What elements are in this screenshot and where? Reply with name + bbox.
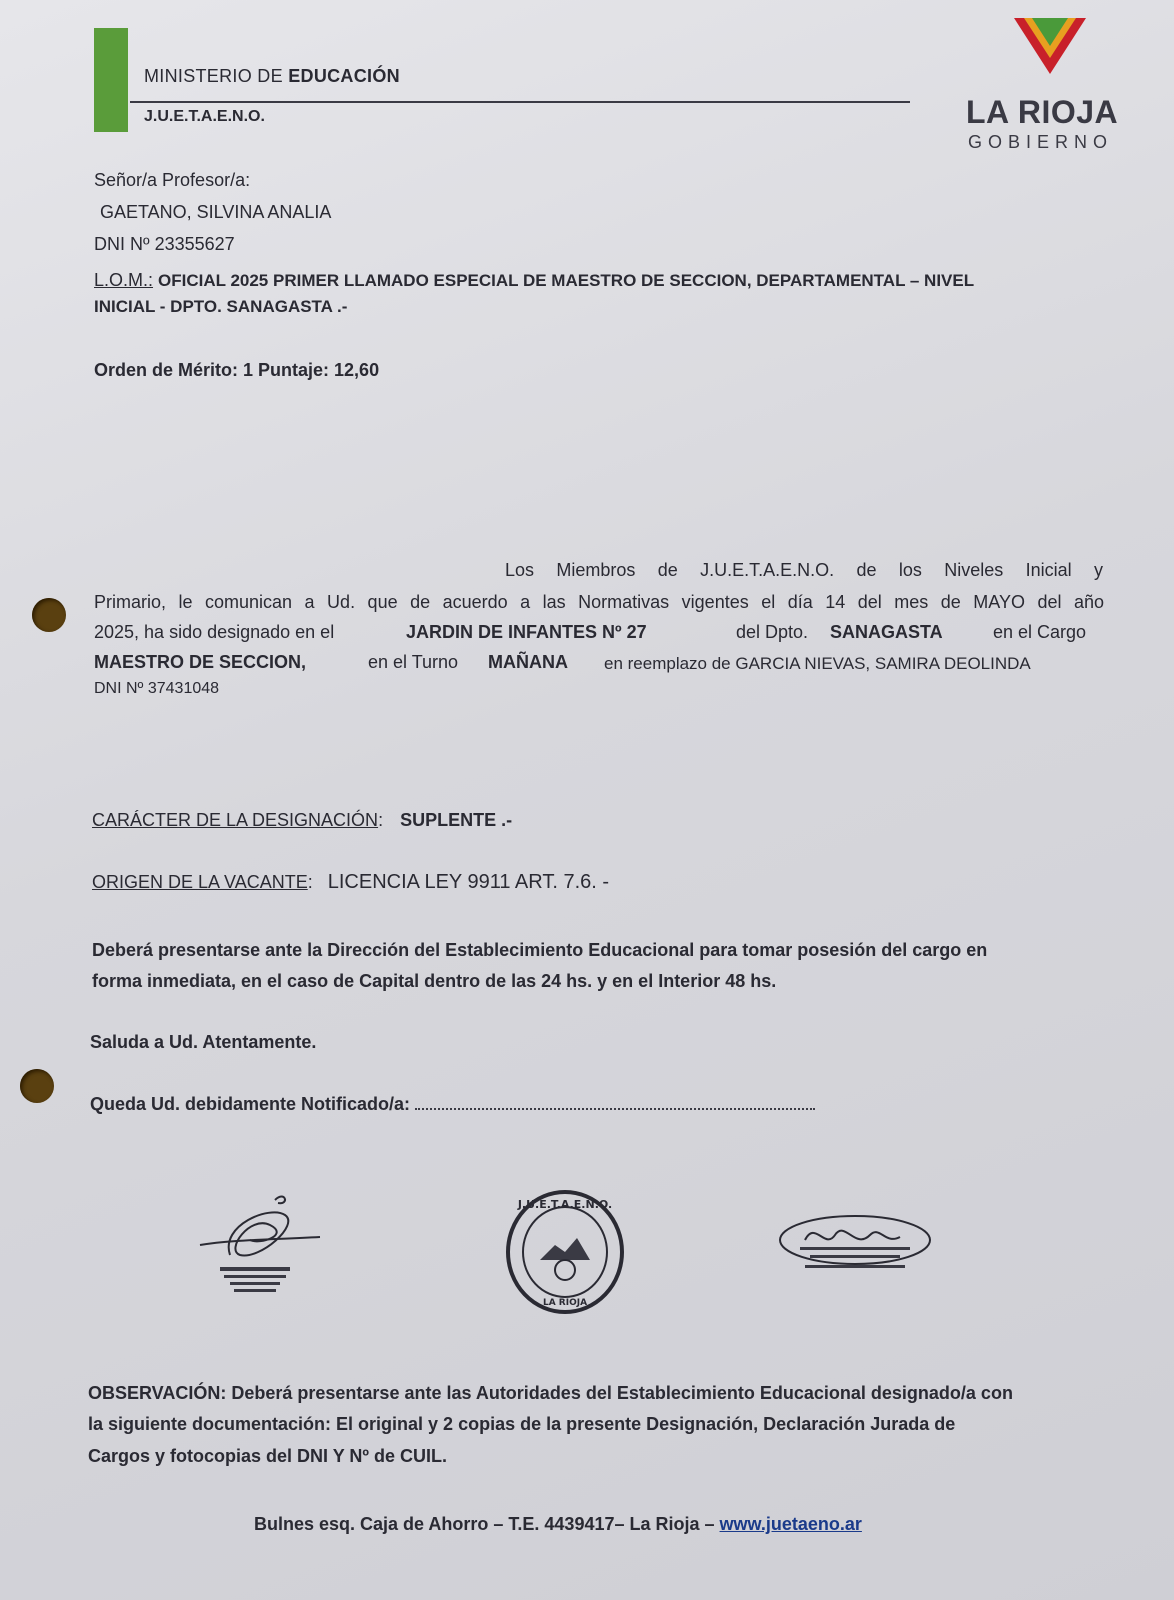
lom-line-1 bbox=[94, 270, 974, 291]
ministry-title bbox=[144, 66, 400, 87]
svg-text:LA RIOJA: LA RIOJA bbox=[542, 1298, 588, 1308]
origin-label: ORIGEN DE LA VACANTE bbox=[92, 872, 308, 892]
observation-text-1: Deberá presentarse ante las Autoridades del Establecimiento Educacional designado/a con bbox=[226, 1383, 1013, 1403]
body-line-3 bbox=[94, 622, 334, 643]
recipient-dni: DNI Nº 23355627 bbox=[94, 234, 235, 254]
ministry-prefix: MINISTERIO DE bbox=[144, 66, 289, 86]
lom-label: L.O.M.: bbox=[94, 270, 154, 290]
present-line-2: forma inmediata, en el caso de Capital dentro de las 24 hs. y en el Interior 48 hs. bbox=[92, 971, 777, 991]
body-line-4-b: en el Turno bbox=[368, 652, 459, 672]
logo-title: LA RIOJA bbox=[966, 94, 1119, 130]
present-line-1: Deberá presentarse ante la Dirección del Establecimiento Educacional para tomar posesión del cargo en bbox=[92, 940, 988, 960]
ministry-bold: EDUCACIÓN bbox=[288, 66, 400, 86]
designation-character: CARÁCTER DE LA DESIGNACIÓN: SUPLENTE .- bbox=[92, 810, 513, 830]
position-name: MAESTRO DE SECCION, bbox=[94, 652, 307, 672]
lom-line-2: INICIAL - DPTO. SANAGASTA .- bbox=[94, 297, 348, 316]
recipient-name: GAETANO, SILVINA ANALIA bbox=[100, 202, 332, 222]
salutation: Señor/a Profesor/a: bbox=[94, 170, 251, 190]
footer bbox=[254, 1514, 862, 1535]
svg-text:J.U.E.T.A.E.N.O.: J.U.E.T.A.E.N.O. bbox=[517, 1198, 613, 1211]
notified-label: Queda Ud. debidamente Notificado/a: bbox=[90, 1094, 411, 1114]
logo-subtitle: GOBIERNO bbox=[968, 132, 1114, 152]
department-name: SANAGASTA bbox=[830, 622, 943, 642]
header-green-bar bbox=[94, 28, 128, 132]
greeting: Saluda a Ud. Atentamente. bbox=[90, 1032, 317, 1052]
body-line-3-e: en el Cargo bbox=[993, 622, 1087, 642]
notified-line bbox=[90, 1094, 815, 1115]
school-name: JARDIN DE INFANTES Nº 27 bbox=[406, 622, 647, 642]
footer-website-link[interactable]: www.juetaeno.ar bbox=[719, 1514, 862, 1534]
origin-value: LICENCIA LEY 9911 ART. 7.6. - bbox=[327, 871, 610, 893]
replacement-text: en reemplazo de GARCIA NIEVAS, SAMIRA DEOLINDA bbox=[604, 654, 1031, 673]
footer-address: Bulnes esq. Caja de Ahorro – T.E. 4439417– La Rioja – bbox=[254, 1514, 720, 1534]
official-seal-icon bbox=[505, 1190, 625, 1315]
replacement-dni: DNI Nº 37431048 bbox=[94, 680, 220, 697]
merit-order: Orden de Mérito: 1 Puntaje: 12,60 bbox=[94, 360, 380, 380]
right-signature-icon bbox=[775, 1205, 935, 1295]
character-label: CARÁCTER DE LA DESIGNACIÓN bbox=[92, 810, 379, 830]
observation-label: OBSERVACIÓN: bbox=[88, 1383, 227, 1403]
notified-signature-line bbox=[415, 1094, 815, 1110]
punch-hole-bottom bbox=[20, 1069, 54, 1103]
body-line-1: Los Miembros de J.U.E.T.A.E.N.O. de los Niveles Inicial y bbox=[505, 560, 1103, 580]
left-signature-icon bbox=[190, 1185, 330, 1305]
punch-hole-top bbox=[32, 598, 66, 632]
body-line-3-c: del Dpto. bbox=[736, 622, 809, 642]
agency-name: J.U.E.T.A.E.N.O. bbox=[144, 108, 265, 125]
lom-text-1: OFICIAL 2025 PRIMER LLAMADO ESPECIAL DE MAESTRO DE SECCION, DEPARTAMENTAL – NIVEL bbox=[158, 271, 975, 290]
header-divider bbox=[130, 101, 910, 103]
observation-line-2: la siguiente documentación: El original y 2 copias de la presente Designación, Declaración Jurada de bbox=[88, 1414, 956, 1434]
vacancy-origin: ORIGEN DE LA VACANTE: LICENCIA LEY 9911 ART. 7.6. - bbox=[92, 871, 610, 893]
character-value: SUPLENTE .- bbox=[400, 810, 513, 830]
body-line-2: Primario, le comunican a Ud. que de acuerdo a las Normativas vigentes el día 14 del mes de MAYO del año bbox=[94, 592, 1104, 612]
body-line-3-a: 2025, ha sido designado en el bbox=[94, 622, 335, 642]
observation-line-1 bbox=[88, 1383, 1013, 1404]
la-rioja-logo-icon bbox=[1010, 10, 1090, 90]
observation-line-3: Cargos y fotocopias del DNI Y Nº de CUIL. bbox=[88, 1446, 447, 1466]
shift-name: MAÑANA bbox=[488, 652, 568, 672]
